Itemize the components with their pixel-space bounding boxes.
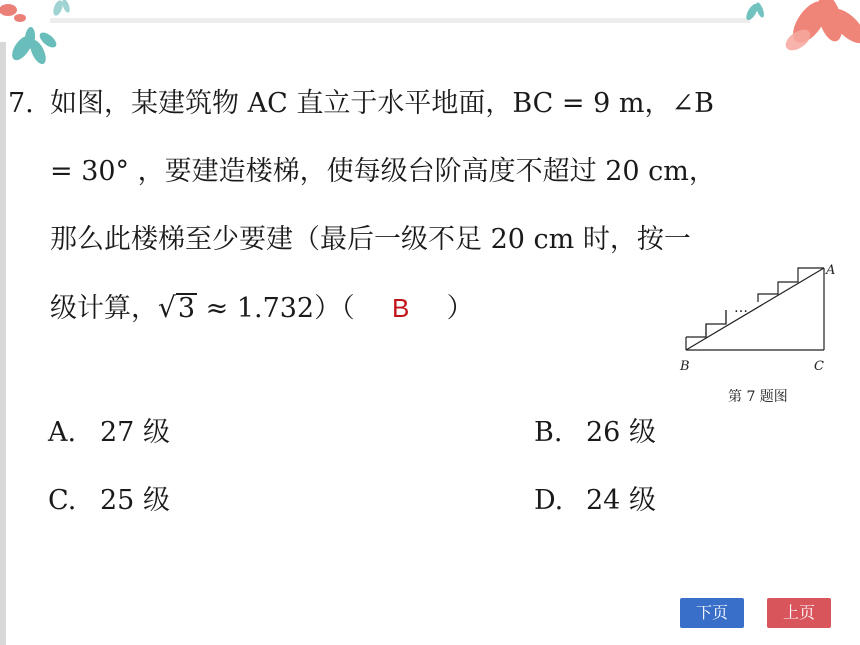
option-c-letter: C.: [48, 485, 77, 516]
left-frame-bar: [0, 42, 6, 645]
label-b: B: [680, 359, 690, 374]
next-page-button[interactable]: 下页: [680, 598, 744, 628]
paren-close: ）: [446, 293, 474, 324]
option-a-text: 27 级: [100, 417, 170, 448]
leaf-decoration-left: [0, 0, 80, 70]
option-c[interactable]: [48, 478, 170, 517]
staircase-diagram: [678, 262, 840, 382]
staircase-figure: [678, 262, 840, 412]
figure-caption: 第 7 题图: [728, 389, 788, 405]
option-a-letter: A.: [48, 417, 77, 448]
label-c: C: [814, 359, 824, 374]
top-frame-bar: [50, 18, 750, 23]
question-line-3: 那么此楼梯至少要建（最后一级不足 20 cm 时，按一: [50, 224, 691, 255]
answer-mark: B: [391, 293, 410, 323]
sqrt-expression: [158, 274, 197, 343]
option-d[interactable]: [534, 478, 656, 517]
question-text-4: 级计算，: [50, 293, 158, 324]
option-d-letter: D.: [534, 485, 564, 516]
option-b[interactable]: [534, 410, 656, 449]
leaf-decoration-right: [730, 0, 860, 60]
answer-slot: [355, 274, 447, 343]
option-a[interactable]: [48, 410, 170, 449]
sqrt-radicand: 3: [177, 293, 196, 324]
steps-ellipsis: …: [734, 300, 748, 316]
question-number: 7.: [8, 88, 34, 119]
option-b-letter: B.: [534, 417, 563, 448]
approx-text: ≈ 1.732）（: [197, 293, 355, 324]
option-c-text: 25 级: [100, 485, 170, 516]
question-line-2: = 30° ，要建造楼梯，使每级台阶高度不超过 20 cm，: [50, 156, 716, 187]
question-text-1: 如图，某建筑物 AC 直立于水平地面，BC = 9 m，∠B: [50, 88, 714, 119]
sqrt-icon: √: [158, 291, 176, 324]
option-b-text: 26 级: [586, 417, 656, 448]
question-line-1: [8, 70, 838, 138]
option-d-text: 24 级: [586, 485, 656, 516]
prev-page-button[interactable]: 上页: [767, 598, 831, 628]
label-a: A: [826, 263, 836, 278]
